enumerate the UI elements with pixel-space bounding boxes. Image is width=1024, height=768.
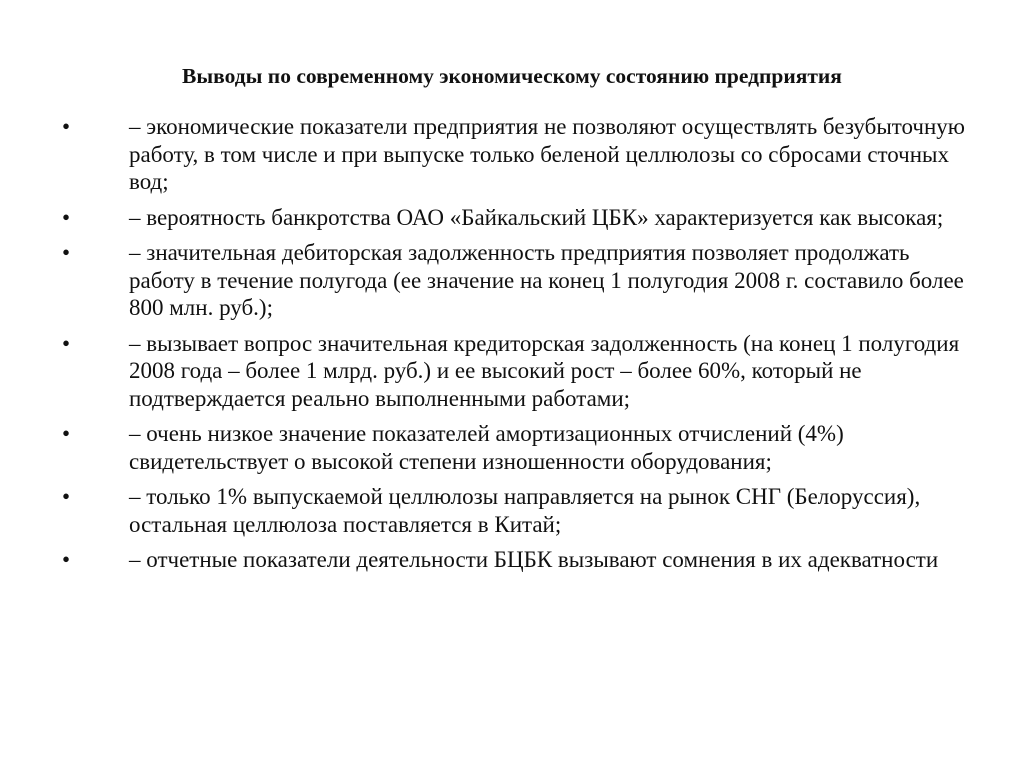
bullet-icon: • xyxy=(62,484,71,509)
list-item xyxy=(0,204,1024,232)
list-item xyxy=(0,546,1024,574)
list-item xyxy=(0,330,1024,413)
bullet-icon: • xyxy=(62,240,71,265)
list-item-text: – экономические показатели предприятия не позволяют осуществлять безубыточную работу, в том числе и при выпуске только беленой целлюлозы со сбросами сточных вод; xyxy=(129,114,965,194)
list-item xyxy=(0,113,1024,196)
list-item-text: – очень низкое значение показателей амортизационных отчислений (4%) свидетельствует о высокой степени изношенности оборудования; xyxy=(129,421,844,474)
conclusions-list xyxy=(0,113,1024,582)
list-item xyxy=(0,420,1024,475)
list-item xyxy=(0,483,1024,538)
list-item-text: – только 1% выпускаемой целлюлозы направляется на рынок СНГ (Белоруссия), остальная целлюлоза поставляется в Китай; xyxy=(129,484,921,537)
list-item xyxy=(0,239,1024,322)
list-item-text: – вероятность банкротства ОАО «Байкальский ЦБК» характеризуется как высокая; xyxy=(129,204,944,230)
bullet-icon: • xyxy=(62,330,71,356)
list-item-text: – отчетные показатели деятельности БЦБК вызывают сомнения в их адекватности xyxy=(129,547,939,572)
bullet-icon: • xyxy=(62,114,71,139)
bullet-icon: • xyxy=(62,204,71,230)
bullet-icon: • xyxy=(62,421,71,446)
bullet-icon: • xyxy=(62,547,71,572)
list-item-text: – значительная дебиторская задолженность предприятия позволяет продолжать работу в течение полугода (ее значение на конец 1 полугодия 2008 г. составило более 800 млн. руб.); xyxy=(129,240,964,320)
list-item-text: – вызывает вопрос значительная кредиторская задолженность (на конец 1 полугодия 2008 года – более 1 млрд. руб.) и ее высокий рост – более 60%, который не подтверждается реально выполненными работами; xyxy=(129,330,960,411)
slide-title: Выводы по современному экономическому состоянию предприятия xyxy=(182,64,842,88)
